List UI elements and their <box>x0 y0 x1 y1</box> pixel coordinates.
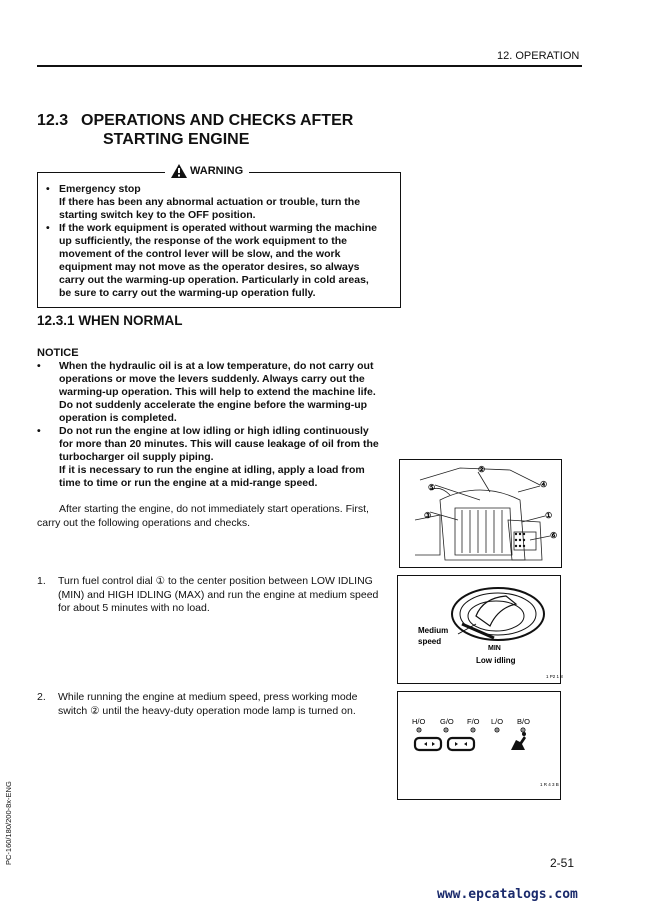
fuel-dial-illustration <box>398 576 563 683</box>
side-document-code: PC-160/180/200-8x-ENG <box>4 781 13 865</box>
notice-text <box>37 360 383 490</box>
page-number: 2-51 <box>550 856 575 870</box>
section-title-line1: OPERATIONS AND CHECKS AFTER <box>81 112 354 129</box>
header-rule <box>37 65 582 67</box>
mode-label-fo: F/O <box>467 717 480 726</box>
watermark-url: www.epcatalogs.com <box>437 887 578 902</box>
mode-label-ho: H/O <box>412 717 426 726</box>
cab-illustration <box>400 460 561 567</box>
section-title <box>37 111 353 131</box>
warning-item: • If the work equipment is operated without warming the machine up sufficiently, the response of the work equipment to the movement of the control lever will be slow, and the work equipment may not move as the operator desires, so always carry out the warming-up operation. Particularly in cold areas, be sure to carry out the warming-up operation fully. <box>46 222 377 299</box>
dial-figure-code: 1 P2 1 8 <box>546 674 563 679</box>
mode-label-lo: L/O <box>491 717 504 726</box>
warning-text <box>46 183 382 300</box>
dial-min-label: MIN <box>488 645 501 652</box>
callout-3: ③ <box>424 511 432 520</box>
warning-header <box>165 164 249 178</box>
notice-item-text: Do not run the engine at low idling or high idling continuously for more than 20 minutes. This will cause leakage of oil from the turbocharger oil supply piping. If it is necessary to run the engine at idling, apply a load from time to time or run the engine at a mid-range speed. <box>59 425 379 489</box>
step-text: While running the engine at medium speed, press working mode switch ② until the heavy-duty operation mode lamp is turned on. <box>58 691 358 717</box>
subsection-title <box>37 313 183 328</box>
running-header: 12. OPERATION <box>497 50 580 62</box>
warning-label: WARNING <box>190 165 244 177</box>
section-number: 12.3 <box>37 112 69 129</box>
notice-item-text: When the hydraulic oil is at a low temperature, do not carry out operations or move the levers suddenly. Always carry out the warming-up operation. This will help to extend the machine life. Do not suddenly accelerate the engine before the warming-up operation is completed. <box>59 360 376 424</box>
step-text: Turn fuel control dial ① to the center position between LOW IDLING (MIN) and HIGH IDLING (MAX) and run the engine at medium speed for about 5 minutes with no load. <box>58 575 379 614</box>
step-item <box>37 691 383 718</box>
mode-label-bo: B/O <box>517 717 530 726</box>
callout-2: ② <box>478 465 486 474</box>
fuel-dial-figure <box>397 575 561 684</box>
mode-label-go: G/O <box>440 717 454 726</box>
dial-speed-label: speed <box>418 637 442 646</box>
subsection-name: WHEN NORMAL <box>78 313 183 328</box>
step-number: 1. <box>37 575 46 587</box>
warning-item-text: Emergency stop If there has been any abnormal actuation or trouble, turn the starting switch key to the OFF position. <box>59 183 361 221</box>
warning-item: • Emergency stop If there has been any abnormal actuation or trouble, turn the starting switch key to the OFF position. <box>46 183 361 221</box>
step-item <box>37 575 383 616</box>
warning-triangle-icon <box>171 164 187 178</box>
intro-paragraph: After starting the engine, do not immediately start operations. First, carry out the following operations and checks. <box>37 503 369 529</box>
step-number: 2. <box>37 691 46 703</box>
warning-item-text: If the work equipment is operated without warming the machine up sufficiently, the response of the work equipment to the movement of the control lever will be slow, and the work equipment may not move as the operator desires, so always carry out the warming-up operation. Particularly in cold areas, be sure to carry out the warming-up operation fully. <box>59 222 377 299</box>
callout-4: ④ <box>540 480 548 489</box>
callout-5: ⑤ <box>428 483 436 492</box>
callout-1: ① <box>545 511 553 520</box>
modes-figure-code: 1 R 4 3 B <box>540 782 559 787</box>
work-mode-illustration <box>398 692 560 799</box>
dial-medium-label: Medium <box>418 626 449 635</box>
work-mode-figure <box>397 691 561 800</box>
section-title-line2: STARTING ENGINE <box>103 131 250 148</box>
dial-low-idling-label: Low idling <box>476 656 516 665</box>
notice-label: NOTICE <box>37 347 79 359</box>
notice-item: • Do not run the engine at low idling or high idling continuously for more than 20 minutes. This will cause leakage of oil from the turbocharger oil supply piping. If it is necessary to run the engine at idling, apply a load from time to time or run the engine at a mid-range speed. <box>37 425 379 489</box>
callout-6: ⑥ <box>550 531 558 540</box>
notice-item: • When the hydraulic oil is at a low temperature, do not carry out operations or move the levers suddenly. Always carry out the warming-up operation. This will help to extend the machine life. Do not suddenly accelerate the engine before the warming-up operation is completed. <box>37 360 376 424</box>
cab-figure <box>399 459 562 568</box>
subsection-number: 12.3.1 <box>37 313 75 328</box>
